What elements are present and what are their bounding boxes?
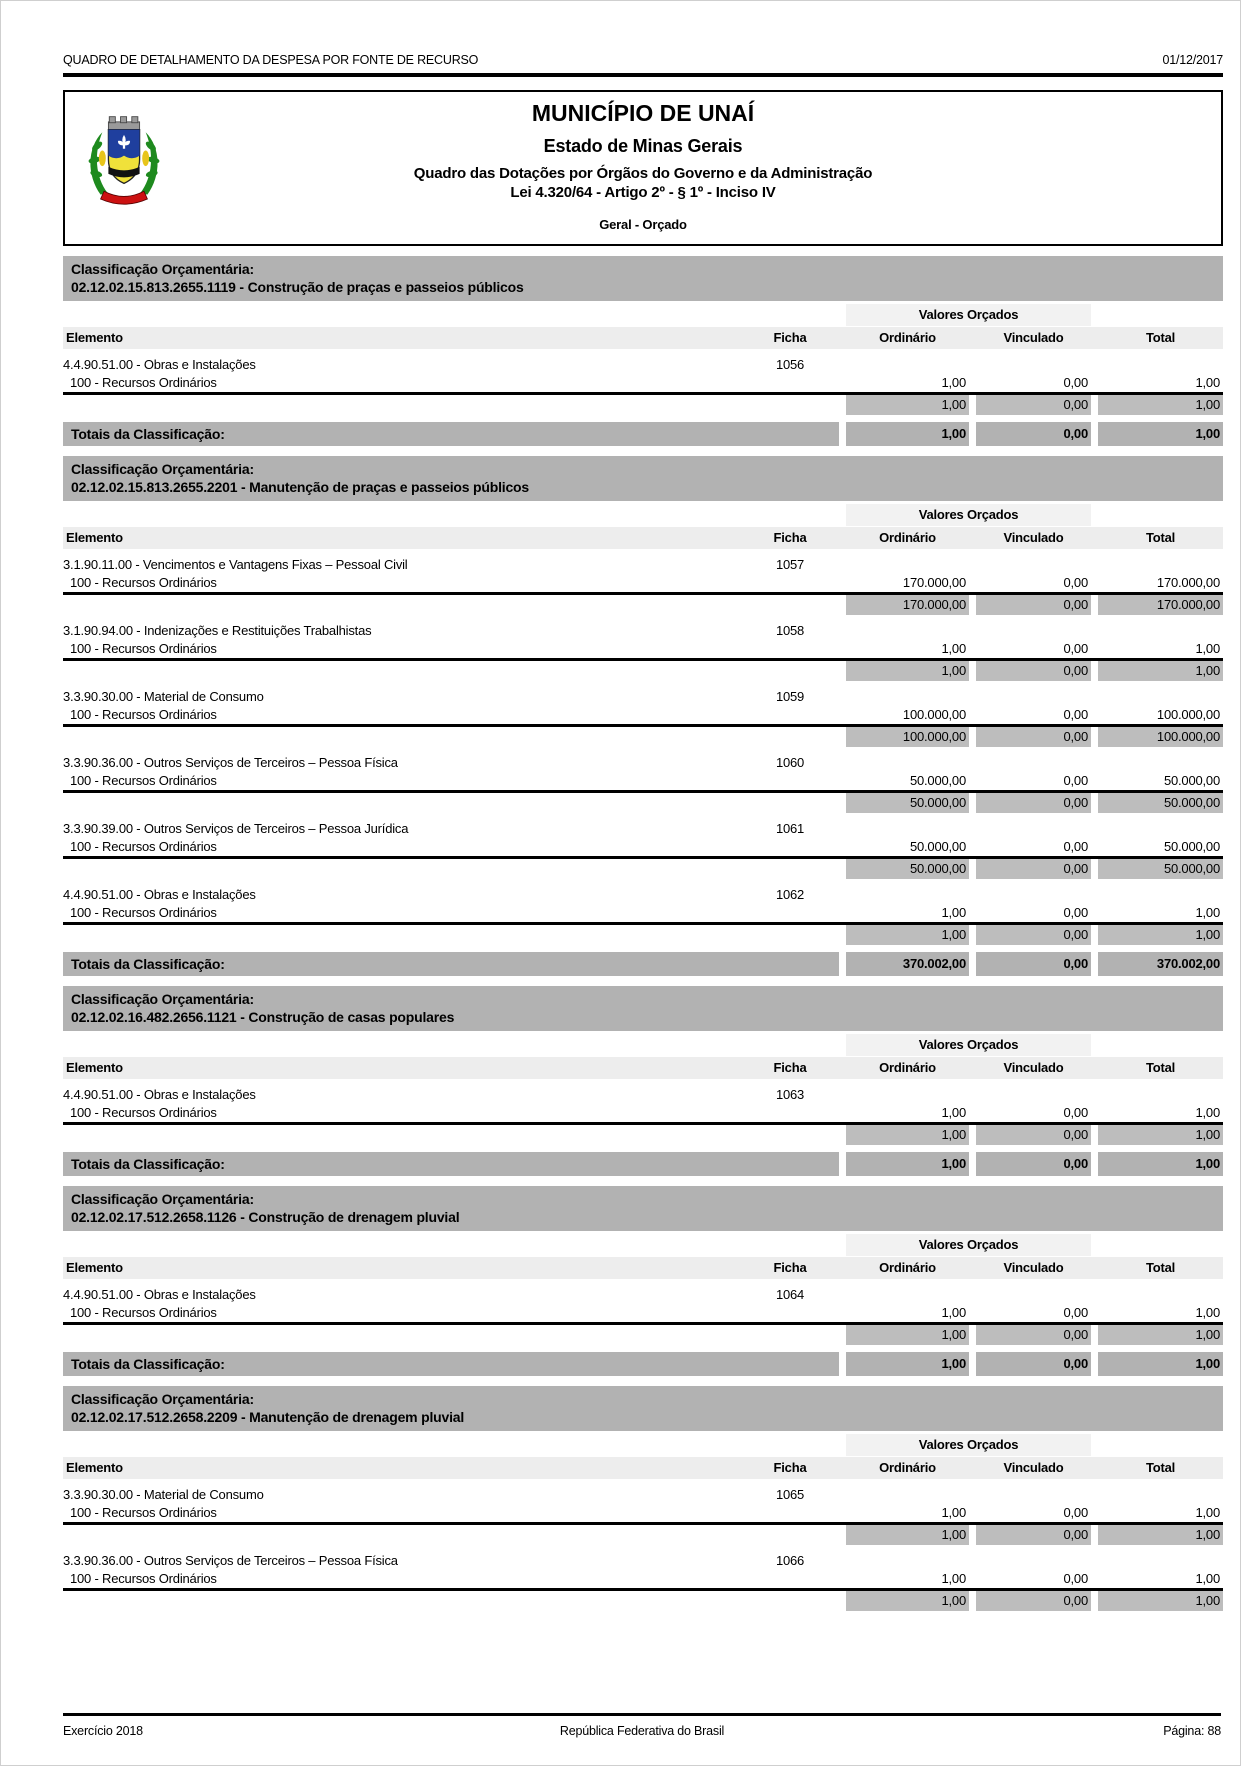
report-subtitle: Quadro das Dotações por Órgãos do Governo e da Administração xyxy=(413,165,873,182)
footer-country: República Federativa do Brasil xyxy=(559,1724,725,1738)
col-vinculado: Vinculado xyxy=(1003,330,1064,345)
col-ficha: Ficha xyxy=(773,330,807,345)
column-header-row: Elemento Ficha Ordinário Vinculado Total xyxy=(63,1057,1223,1079)
col-ordinario: Ordinário xyxy=(879,330,936,345)
classification-bar: Classificação Orçamentária: 02.12.02.15.813.2655.2201 - Manutenção de praças e passeios públicos xyxy=(63,456,1223,501)
running-header xyxy=(63,1,1223,77)
value-total: 1,00 xyxy=(1195,375,1220,390)
classification-section xyxy=(63,256,1223,446)
classification-bar xyxy=(63,256,1223,301)
coat-of-arms-icon xyxy=(85,108,163,217)
footer-exercise: Exercício 2018 xyxy=(63,1724,143,1738)
element-block: 3.3.90.30.00 - Material de Consumo 1059 100 - Recursos Ordinários 100.000,00 0,00 100.000,00 100.000,00 0,00 100.000,00 xyxy=(63,687,1223,747)
classification-section: Classificação Orçamentária: 02.12.02.15.813.2655.2201 - Manutenção de praças e passeios públicos Valores Orçados Elemento Ficha Ordinário Vinculado Total 3.1.90.11.00 - Vencimentos e Vantagens Fixas – Pessoal Civil 1057 100 - Recursos Ordinários 170.000,00 0,00 170.000,00 170.000,00 0,00 170.000,00 3.1.90.94.00 - Indenizações e Restituições Trabalhistas 1058 100 - Recursos Ordinários 1,00 0,00 1,00 1,00 0,00 1,00 3.3.90.30.00 - Material de Consumo 1059 100 - Recursos Ordinários 100.000,00 0,00 100.000,00 100.000,00 0,00 100.000,00 3.3.90.36.00 - Outros Serviços de Terceiros – Pessoa Física 1060 100 - Recursos Ordinários 50.000,00 0,00 50.000,00 50.000,00 0,00 50.000,00 3.3.90.39.00 - Outros Serviços de Terceiros – Pessoa Jurídica 1061 100 - Recursos Ordinários 50.000,00 0,00 50.000,00 50.000,00 0,00 50.000,00 4.4.90.51.00 - Obras e Instalações 1062 100 - Recursos Ordinários 1,00 0,00 1,00 1,00 0,00 1,00 Totais da Classificação: 370.002,00 0,00 370.002,00 xyxy=(63,456,1223,976)
classification-code: 02.12.02.17.512.2658.2209 - Manutenção de drenagem pluvial xyxy=(71,1409,465,1425)
state-title: Estado de Minas Gerais xyxy=(543,136,743,156)
element-block: 3.3.90.39.00 - Outros Serviços de Terceiros – Pessoa Jurídica 1061 100 - Recursos Ordinários 50.000,00 0,00 50.000,00 50.000,00 0,00 50.000,00 xyxy=(63,819,1223,879)
classification-label: Classificação Orçamentária: xyxy=(71,261,254,277)
element-name: 4.4.90.51.00 - Obras e Instalações xyxy=(63,356,256,372)
values-header: Valores Orçados xyxy=(846,304,1091,326)
element-block: 3.1.90.94.00 - Indenizações e Restituições Trabalhistas 1058 100 - Recursos Ordinários 1,00 0,00 1,00 1,00 0,00 1,00 xyxy=(63,621,1223,681)
classification-section: Classificação Orçamentária: 02.12.02.16.482.2656.1121 - Construção de casas populares Valores Orçados Elemento Ficha Ordinário Vinculado Total 4.4.90.51.00 - Obras e Instalações 1063 100 - Recursos Ordinários 1,00 0,00 1,00 1,00 0,00 1,00 Totais da Classificação: 1,00 0,00 1,00 xyxy=(63,986,1223,1176)
value-ordinario: 1,00 xyxy=(941,375,966,390)
classification-totals-row: Totais da Classificação: 1,00 0,00 1,00 xyxy=(63,1352,1223,1376)
scope-label: Geral - Orçado xyxy=(599,217,687,232)
classification-bar: Classificação Orçamentária: 02.12.02.17.512.2658.1126 - Construção de drenagem pluvial xyxy=(63,1186,1223,1231)
title-block xyxy=(63,90,1223,246)
report-title: QUADRO DE DETALHAMENTO DA DESPESA POR FONTE DE RECURSO xyxy=(63,53,479,67)
classification-code: 02.12.02.16.482.2656.1121 - Construção de casas populares xyxy=(71,1009,455,1025)
column-header-row xyxy=(63,327,1223,349)
col-elemento: Elemento xyxy=(66,330,123,345)
classification-bar: Classificação Orçamentária: 02.12.02.17.512.2658.2209 - Manutenção de drenagem pluvial xyxy=(63,1386,1223,1431)
col-total: Total xyxy=(1145,330,1176,345)
law-reference: Lei 4.320/64 - Artigo 2º - § 1º - Inciso IV xyxy=(510,184,776,201)
element-subtotal-row: 1,00 0,00 1,00 xyxy=(63,395,1223,415)
column-header-row: Elemento Ficha Ordinário Vinculado Total xyxy=(63,1257,1223,1279)
classification-totals-row: Totais da Classificação: 1,00 0,00 1,00 xyxy=(63,1152,1223,1176)
classification-section: Classificação Orçamentária: 02.12.02.17.512.2658.2209 - Manutenção de drenagem pluvial Valores Orçados Elemento Ficha Ordinário Vinculado Total 3.3.90.30.00 - Material de Consumo 1065 100 - Recursos Ordinários 1,00 0,00 1,00 1,00 0,00 1,00 3.3.90.36.00 - Outros Serviços de Terceiros – Pessoa Física 1066 100 - Recursos Ordinários 1,00 0,00 1,00 1,00 0,00 1,00 xyxy=(63,1386,1223,1611)
classification-bar: Classificação Orçamentária: 02.12.02.16.482.2656.1121 - Construção de casas populares xyxy=(63,986,1223,1031)
element-resource: 100 - Recursos Ordinários xyxy=(70,375,217,390)
page-footer xyxy=(63,1713,1221,1738)
classification-totals-row: Totais da Classificação: 1,00 0,00 1,00 xyxy=(63,422,1223,446)
totals-label: Totais da Classificação: xyxy=(63,422,741,446)
municipality-title: MUNICÍPIO DE UNAÍ xyxy=(531,100,755,126)
report-date: 01/12/2017 xyxy=(1162,53,1223,67)
element-block: 4.4.90.51.00 - Obras e Instalações 1062 100 - Recursos Ordinários 1,00 0,00 1,00 1,00 0,00 1,00 xyxy=(63,885,1223,945)
element-block xyxy=(63,355,1223,415)
classification-totals-row: Totais da Classificação: 370.002,00 0,00 370.002,00 xyxy=(63,952,1223,976)
element-block: 4.4.90.51.00 - Obras e Instalações 1063 100 - Recursos Ordinários 1,00 0,00 1,00 1,00 0,00 1,00 xyxy=(63,1085,1223,1145)
element-block: 4.4.90.51.00 - Obras e Instalações 1064 100 - Recursos Ordinários 1,00 0,00 1,00 1,00 0,00 1,00 xyxy=(63,1285,1223,1345)
column-header-row: Elemento Ficha Ordinário Vinculado Total xyxy=(63,527,1223,549)
element-block: 3.3.90.36.00 - Outros Serviços de Terceiros – Pessoa Física 1060 100 - Recursos Ordinários 50.000,00 0,00 50.000,00 50.000,00 0,00 50.000,00 xyxy=(63,753,1223,813)
footer-page-number: Página: 88 xyxy=(1163,1724,1221,1738)
element-ficha: 1056 xyxy=(775,356,805,372)
element-block: 3.1.90.11.00 - Vencimentos e Vantagens Fixas – Pessoal Civil 1057 100 - Recursos Ordinários 170.000,00 0,00 170.000,00 170.000,00 0,00 170.000,00 xyxy=(63,555,1223,615)
column-header-row: Elemento Ficha Ordinário Vinculado Total xyxy=(63,1457,1223,1479)
classification-section: Classificação Orçamentária: 02.12.02.17.512.2658.1126 - Construção de drenagem pluvial Valores Orçados Elemento Ficha Ordinário Vinculado Total 4.4.90.51.00 - Obras e Instalações 1064 100 - Recursos Ordinários 1,00 0,00 1,00 1,00 0,00 1,00 Totais da Classificação: 1,00 0,00 1,00 xyxy=(63,1186,1223,1376)
element-block: 3.3.90.36.00 - Outros Serviços de Terceiros – Pessoa Física 1066 100 - Recursos Ordinários 1,00 0,00 1,00 1,00 0,00 1,00 xyxy=(63,1551,1223,1611)
element-block: 3.3.90.30.00 - Material de Consumo 1065 100 - Recursos Ordinários 1,00 0,00 1,00 1,00 0,00 1,00 xyxy=(63,1485,1223,1545)
value-vinculado: 0,00 xyxy=(1063,375,1088,390)
classification-code: 02.12.02.17.512.2658.1126 - Construção de drenagem pluvial xyxy=(71,1209,460,1225)
values-header-row xyxy=(63,304,1223,326)
classification-code: 02.12.02.15.813.2655.1119 - Construção de praças e passeios públicos xyxy=(71,279,524,295)
classification-code: 02.12.02.15.813.2655.2201 - Manutenção de praças e passeios públicos xyxy=(71,479,529,495)
